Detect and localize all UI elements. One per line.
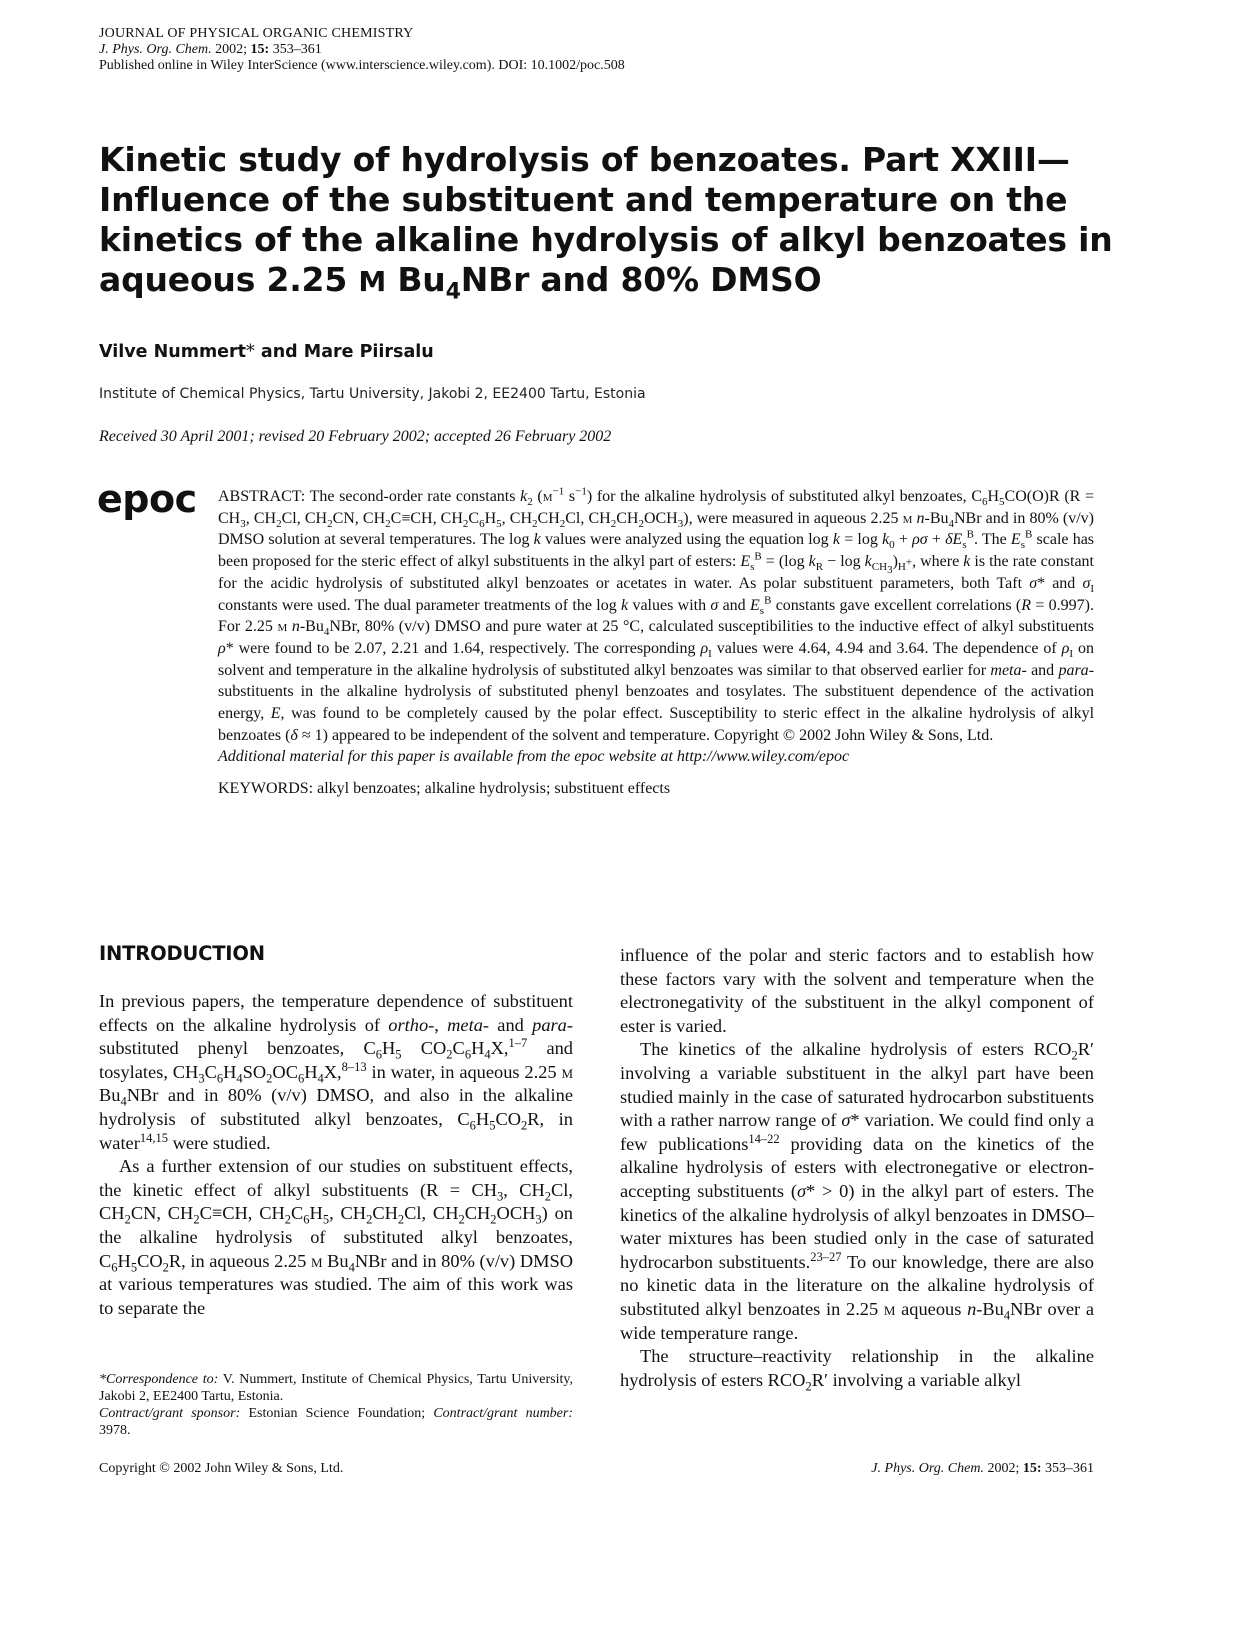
- grant-sponsor-text: Estonian Science Foundation;: [240, 1406, 434, 1421]
- additional-material-note: Additional material for this paper is available from the epoc website at http://www.wiley.com/epoc: [218, 748, 850, 766]
- authors: [99, 342, 434, 362]
- journal-abbrev: J. Phys. Org. Chem.: [99, 42, 212, 57]
- author-first: Vilve Nummert: [99, 342, 247, 362]
- title-sub4: 4: [445, 279, 461, 305]
- correspondence-footnote: [99, 1371, 573, 1439]
- intro-paragraph-1: In previous papers, the temperature dependence of substituent effects on the alkaline hydrolysis of ortho-, meta- and para-substituted phenyl benzoates, $C_6H_5$ $CO_2C_6H_4X,^{1-7}$ and tosylates, $CH_3C_6H_4SO_2OC_6H_4X,^{8-13}$ in water, in aqueous 2.25 m $Bu_4NBr$ and in 80% (v/v) DMSO, and also in the alkaline hydrolysis of substituted alkyl benzoates, $C_6H_5CO_2R$, in water$^{14,15}$ were studied.: [99, 991, 573, 1153]
- intro-paragraph-4: The kinetics of the alkaline hydrolysis of esters $RCO_2R'$ involving a variable substituent in the alkyl part have been studied mainly in the case of saturated hydrocarbon substituents with a rather narrow range of σ* variation. We could find only a few publications$^{14-22}$ providing data on the kinetics of the alkaline hydrolysis of esters with electronegative or electron-accepting substituents (σ* > 0) in the alkyl part of esters. The kinetics of the alkaline hydrolysis of alkyl benzoates in DMSO–water mixtures has been studied only in the case of saturated hydrocarbon substituents.$^{23-27}$ To our knowledge, there are also no kinetic data in the literature on the alkaline hydrolysis of substituted alkyl benzoates in 2.25 m aqueous $n-Bu_4NBr$ over a wide temperature range.: [620, 1039, 1095, 1343]
- keywords: KEYWORDS: alkyl benzoates; alkaline hydrolysis; substituent effects: [218, 780, 671, 798]
- journal-year: 2002: [215, 42, 244, 57]
- affiliation: Institute of Chemical Physics, Tartu University, Jakobi 2, EE2400 Tartu, Estonia: [99, 386, 646, 402]
- epoc-logo: epoc: [97, 477, 197, 521]
- intro-paragraph-5: The structure–reactivity relationship in the alkaline hydrolysis of esters $RCO_2R'$ involving a variable alkyl: [620, 1346, 1094, 1394]
- footer-year: 2002;: [987, 1461, 1020, 1476]
- corresponding-star: *: [246, 342, 255, 362]
- right-column: [620, 944, 1094, 1392]
- abstract-text: ABSTRACT: The second-order rate constants $k_2$ ($m^{-1}$ $s^{-1}$) for the alkaline hydrolysis of substituted alkyl benzoates, $C_6H_5CO(O)R$ ($R = CH_3$, $CH_2Cl$, $CH_2CN$, $CH_2C\equiv CH$, $CH_2C_6H_5$, $CH_2CH_2Cl$, $CH_2CH_2OCH_3$), were measured in aqueous 2.25 m $n-Bu_4NBr$ and in 80% (v/v) DMSO solution at several temperatures. The log k values were analyzed using the equation $\log k = \log k_0 + \rho\sigma + \delta E_s^B$. The $E_s^B$ scale has been proposed for the steric effect of alkyl substituents in the alkyl part of esters: $E_s^B = (\log$ $k_R - \log k_{CH_3})_{H^+}$, where k is the rate constant for the acidic hydrolysis of substituted alkyl benzoates or acetates in water. As polar substituent parameters, both Taft σ* and $\sigma_I$ constants were used. The dual parameter treatments of the log k values with σ and $E_s^B$ constants gave excellent correlations (R = 0.997). For 2.25 m $n-Bu_4NBr$, 80% (v/v) DMSO and pure water at 25 °C, calculated susceptibilities to the inductive effect of alkyl substituents ρ* were found to be 2.07, 2.21 and 1.64, respectively. The corresponding $\rho_I$ values were 4.64, 4.94 and 3.64. The dependence of $\rho_I$ on solvent and temperature in the alkaline hydrolysis of substituted alkyl benzoates was similar to that observed earlier for meta- and para-substituents in the alkaline hydrolysis of substituted phenyl benzoates and tosylates. The substituent dependence of the activation energy, E, was found to be completely caused by the polar effect. Susceptibility to steric effect in the alkaline hydrolysis of alkyl benzoates (δ ≈ 1) appeared to be independent of the solvent and temperature. Copyright © 2002 John Wiley & Sons, Ltd.: [218, 485, 1095, 744]
- footer-journal-abbrev: J. Phys. Org. Chem.: [871, 1461, 984, 1476]
- journal-header: [99, 26, 1099, 74]
- footer-copyright: Copyright © 2002 John Wiley & Sons, Ltd.: [99, 1461, 344, 1476]
- grant-number-text: 3978.: [99, 1423, 131, 1438]
- correspondence-text: V. Nummert, Institute of Chemical Physics, Tartu University, Jakobi 2, EE2400 Tartu, Estonia.: [99, 1372, 574, 1404]
- abstract: [218, 486, 1094, 800]
- paper-title: [99, 140, 1139, 305]
- author-rest: and Mare Piirsalu: [254, 342, 434, 362]
- correspondence-line: [99, 1371, 573, 1405]
- intro-paragraph-3: influence of the polar and steric factors and to establish how these factors vary with the solvent and temperature when the electronegativity of the substituent in the alkyl component of ester is varied.: [620, 945, 1094, 1036]
- grant-number-label: Contract/grant number:: [433, 1406, 574, 1421]
- introduction-heading: INTRODUCTION: [99, 942, 265, 965]
- journal-name: JOURNAL OF PHYSICAL ORGANIC CHEMISTRY: [99, 26, 414, 41]
- footer-pages: 353–361: [1045, 1461, 1094, 1476]
- title-part1: Kinetic study of hydrolysis of benzoates. Part XXIII—Influence of the substituent and temperature on the kinetics of the alkaline hydrolysis of alkyl benzoates in aqueous 2.25: [99, 140, 1113, 299]
- received-dates: Received 30 April 2001; revised 20 February 2002; accepted 26 February 2002: [99, 428, 612, 445]
- published-line: Published online in Wiley InterScience (www.interscience.wiley.com). DOI: 10.1002/poc.508: [99, 58, 625, 73]
- title-part3: NBr and 80% DMSO: [460, 260, 822, 299]
- grant-sponsor-label: Contract/grant sponsor:: [99, 1406, 241, 1421]
- intro-paragraph-2: As a further extension of our studies on substituent effects, the kinetic effect of alkyl substituents ($R = CH_3$, $CH_2Cl$, $CH_2CN$, $CH_2C\equiv CH$, $CH_2C_6H_5$, $CH_2CH_2Cl$, $CH_2CH_2OCH_3$) on the alkaline hydrolysis of substituted alkyl benzoates, $C_6H_5CO_2R$, in aqueous 2.25 m $Bu_4NBr$ and in 80% (v/v) DMSO at various temperatures was studied. The aim of this work was to separate the: [99, 1156, 574, 1318]
- citation-line: J. Phys. Org. Chem. 2002; 15: 353–361: [99, 42, 322, 57]
- footer-citation: [871, 1461, 1094, 1477]
- journal-volume: 15:: [250, 42, 270, 57]
- title-part2: Bu: [386, 260, 446, 299]
- title-molar: M: [358, 265, 387, 298]
- footer-volume: 15:: [1022, 1461, 1042, 1476]
- grant-line: [99, 1405, 573, 1439]
- correspondence-label: *Correspondence to:: [99, 1372, 219, 1387]
- journal-pages: 353–361: [272, 42, 322, 57]
- left-column: [99, 942, 573, 1320]
